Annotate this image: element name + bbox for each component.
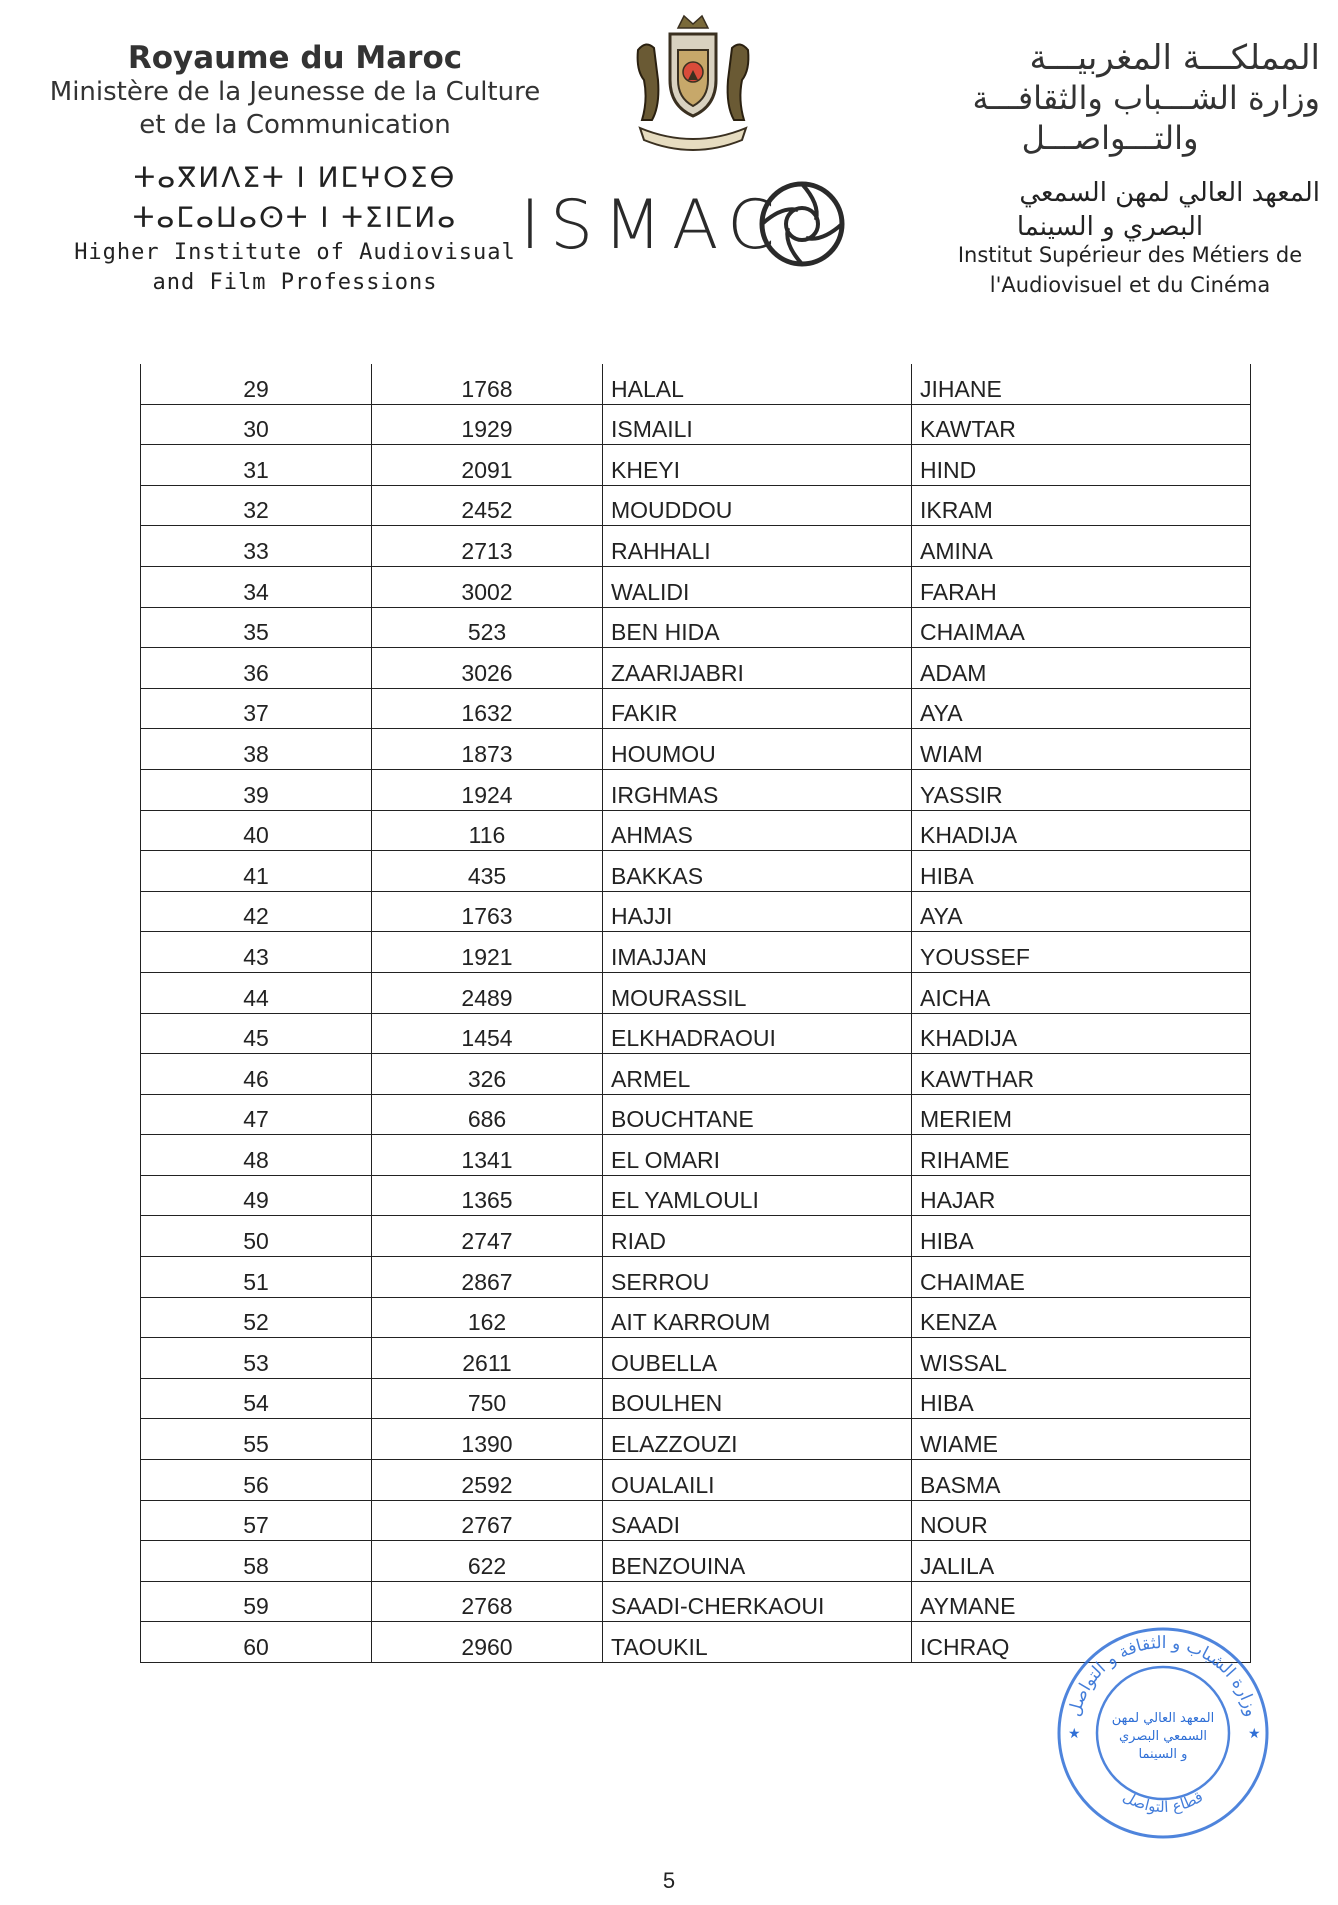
table-row xyxy=(141,1054,1251,1095)
table-row xyxy=(141,688,1251,729)
first-name-cell: CHAIMAA xyxy=(912,607,1251,648)
candidate-id-cell: 435 xyxy=(372,851,603,892)
rank-cell: 52 xyxy=(141,1297,372,1338)
institute-ar-line-2: البصري و السينما xyxy=(1016,212,1204,242)
candidate-id-cell: 1763 xyxy=(372,891,603,932)
header-left xyxy=(30,40,560,298)
candidate-id-cell: 1341 xyxy=(372,1135,603,1176)
kingdom-title-ar: المملكـــة المغربيـــة xyxy=(1029,38,1320,78)
results-table xyxy=(140,364,1251,1663)
last-name-cell: SAADI-CHERKAOUI xyxy=(603,1581,912,1622)
table-row xyxy=(141,404,1251,445)
rank-cell: 36 xyxy=(141,648,372,689)
candidate-id-cell: 2767 xyxy=(372,1500,603,1541)
table-row xyxy=(141,1175,1251,1216)
table-row xyxy=(141,729,1251,770)
last-name-cell: ARMEL xyxy=(603,1054,912,1095)
table-row xyxy=(141,1581,1251,1622)
page-number: 5 xyxy=(662,1868,676,1893)
table-row xyxy=(141,364,1251,404)
rank-cell: 39 xyxy=(141,769,372,810)
rank-cell: 54 xyxy=(141,1378,372,1419)
candidate-id-cell: 3002 xyxy=(372,566,603,607)
candidate-id-cell: 1390 xyxy=(372,1419,603,1460)
last-name-cell: HALAL xyxy=(603,364,912,404)
rank-cell: 46 xyxy=(141,1054,372,1095)
rank-cell: 35 xyxy=(141,607,372,648)
rank-cell: 33 xyxy=(141,526,372,567)
candidate-id-cell: 1632 xyxy=(372,688,603,729)
candidate-id-cell: 162 xyxy=(372,1297,603,1338)
first-name-cell: AYA xyxy=(912,891,1251,932)
last-name-cell: KHEYI xyxy=(603,445,912,486)
first-name-cell: KAWTAR xyxy=(912,404,1251,445)
first-name-cell: YOUSSEF xyxy=(912,932,1251,973)
candidate-id-cell: 1873 xyxy=(372,729,603,770)
first-name-cell: WIAM xyxy=(912,729,1251,770)
table-row xyxy=(141,972,1251,1013)
first-name-cell: HIBA xyxy=(912,851,1251,892)
candidate-id-cell: 2713 xyxy=(372,526,603,567)
candidate-id-cell: 622 xyxy=(372,1541,603,1582)
last-name-cell: SERROU xyxy=(603,1257,912,1298)
last-name-cell: MOURASSIL xyxy=(603,972,912,1013)
first-name-cell: HAJAR xyxy=(912,1175,1251,1216)
candidate-id-cell: 1924 xyxy=(372,769,603,810)
candidate-id-cell: 2611 xyxy=(372,1338,603,1379)
institute-en-line-2: and Film Professions xyxy=(152,270,438,295)
candidate-id-cell: 1365 xyxy=(372,1175,603,1216)
first-name-cell: ADAM xyxy=(912,648,1251,689)
first-name-cell: WISSAL xyxy=(912,1338,1251,1379)
last-name-cell: HAJJI xyxy=(603,891,912,932)
candidate-id-cell: 3026 xyxy=(372,648,603,689)
last-name-cell: BOULHEN xyxy=(603,1378,912,1419)
table-row xyxy=(141,1500,1251,1541)
table-row xyxy=(141,607,1251,648)
first-name-cell: JALILA xyxy=(912,1541,1251,1582)
tifinagh-line-1: ⵜⴰⴳⵍⴷⵉⵜ ⵏ ⵍⵎⵖⵔⵉⴱ xyxy=(133,161,457,194)
rank-cell: 30 xyxy=(141,404,372,445)
rank-cell: 29 xyxy=(141,364,372,404)
last-name-cell: IRGHMAS xyxy=(603,769,912,810)
rank-cell: 44 xyxy=(141,972,372,1013)
last-name-cell: IMAJJAN xyxy=(603,932,912,973)
first-name-cell: YASSIR xyxy=(912,769,1251,810)
svg-text:قطاع التواصل xyxy=(1120,1787,1206,1816)
candidate-id-cell: 523 xyxy=(372,607,603,648)
rank-cell: 47 xyxy=(141,1094,372,1135)
rank-cell: 49 xyxy=(141,1175,372,1216)
table-row xyxy=(141,769,1251,810)
last-name-cell: ELKHADRAOUI xyxy=(603,1013,912,1054)
candidate-id-cell: 2960 xyxy=(372,1622,603,1663)
ministry-line-ar: وزارة الشـــباب والثقافـــة xyxy=(972,79,1320,117)
first-name-cell: FARAH xyxy=(912,566,1251,607)
institute-ar-line-1: المعهد العالي لمهن السمعي xyxy=(1019,178,1320,208)
rank-cell: 45 xyxy=(141,1013,372,1054)
rank-cell: 51 xyxy=(141,1257,372,1298)
first-name-cell: BASMA xyxy=(912,1460,1251,1501)
first-name-cell: NOUR xyxy=(912,1500,1251,1541)
candidate-id-cell: 1921 xyxy=(372,932,603,973)
last-name-cell: RAHHALI xyxy=(603,526,912,567)
rank-cell: 40 xyxy=(141,810,372,851)
first-name-cell: HIND xyxy=(912,445,1251,486)
ministry-line-1: Ministère de la Jeunesse de la Culture xyxy=(49,77,541,107)
stamp-star-left-icon: ★ xyxy=(1068,1725,1081,1741)
last-name-cell: RIAD xyxy=(603,1216,912,1257)
rank-cell: 55 xyxy=(141,1419,372,1460)
candidate-id-cell: 2489 xyxy=(372,972,603,1013)
last-name-cell: ELAZZOUZI xyxy=(603,1419,912,1460)
ministry-line-2: et de la Communication xyxy=(139,110,451,140)
rank-cell: 48 xyxy=(141,1135,372,1176)
candidate-id-cell: 2452 xyxy=(372,485,603,526)
table-row xyxy=(141,566,1251,607)
last-name-cell: TAOUKIL xyxy=(603,1622,912,1663)
rank-cell: 38 xyxy=(141,729,372,770)
candidate-id-cell: 116 xyxy=(372,810,603,851)
candidate-id-cell: 2768 xyxy=(372,1581,603,1622)
institute-en-line-1: Higher Institute of Audiovisual xyxy=(74,240,516,265)
table-row xyxy=(141,1013,1251,1054)
rank-cell: 32 xyxy=(141,485,372,526)
candidate-id-cell: 750 xyxy=(372,1378,603,1419)
last-name-cell: OUBELLA xyxy=(603,1338,912,1379)
last-name-cell: BENZOUINA xyxy=(603,1541,912,1582)
stamp-star-right-icon: ★ xyxy=(1248,1725,1261,1741)
last-name-cell: BAKKAS xyxy=(603,851,912,892)
first-name-cell: WIAME xyxy=(912,1419,1251,1460)
first-name-cell: JIHANE xyxy=(912,364,1251,404)
rank-cell: 34 xyxy=(141,566,372,607)
rank-cell: 43 xyxy=(141,932,372,973)
candidate-id-cell: 2747 xyxy=(372,1216,603,1257)
last-name-cell: ISMAILI xyxy=(603,404,912,445)
rank-cell: 56 xyxy=(141,1460,372,1501)
first-name-cell: AYMANE xyxy=(912,1581,1251,1622)
rank-cell: 58 xyxy=(141,1541,372,1582)
last-name-cell: WALIDI xyxy=(603,566,912,607)
tifinagh-line-2: ⵜⴰⵎⴰⵡⴰⵙⵜ ⵏ ⵜⵉⵏⵎⵍⴰ xyxy=(132,201,458,234)
table-row xyxy=(141,1338,1251,1379)
rank-cell: 60 xyxy=(141,1622,372,1663)
candidate-id-cell: 1454 xyxy=(372,1013,603,1054)
candidate-id-cell: 2867 xyxy=(372,1257,603,1298)
rank-cell: 37 xyxy=(141,688,372,729)
first-name-cell: HIBA xyxy=(912,1378,1251,1419)
stamp-outer-text: وزارة الشباب و الثقافة و التواصل xyxy=(1064,1632,1262,1719)
rank-cell: 50 xyxy=(141,1216,372,1257)
candidate-id-cell: 1929 xyxy=(372,404,603,445)
rank-cell: 59 xyxy=(141,1581,372,1622)
candidate-id-cell: 2091 xyxy=(372,445,603,486)
last-name-cell: MOUDDOU xyxy=(603,485,912,526)
rank-cell: 53 xyxy=(141,1338,372,1379)
first-name-cell: KHADIJA xyxy=(912,810,1251,851)
ismac-wordmark: ISMAC xyxy=(520,186,785,265)
last-name-cell: OUALAILI xyxy=(603,1460,912,1501)
rank-cell: 31 xyxy=(141,445,372,486)
candidate-id-cell: 1768 xyxy=(372,364,603,404)
first-name-cell: RIHAME xyxy=(912,1135,1251,1176)
first-name-cell: KAWTHAR xyxy=(912,1054,1251,1095)
first-name-cell: HIBA xyxy=(912,1216,1251,1257)
rank-cell: 42 xyxy=(141,891,372,932)
stamp-inner-line-1: المعهد العالي لمهن xyxy=(1111,1711,1215,1726)
table-row xyxy=(141,810,1251,851)
first-name-cell: AICHA xyxy=(912,972,1251,1013)
table-row xyxy=(141,526,1251,567)
rank-cell: 57 xyxy=(141,1500,372,1541)
table-row xyxy=(141,1460,1251,1501)
candidate-id-cell: 2592 xyxy=(372,1460,603,1501)
table-row xyxy=(141,1216,1251,1257)
institute-fr xyxy=(930,240,1330,300)
table-row xyxy=(141,1419,1251,1460)
last-name-cell: EL YAMLOULI xyxy=(603,1175,912,1216)
stamp-bottom-text: قطاع التواصل xyxy=(1119,1787,1207,1817)
last-name-cell: ZAARIJABRI xyxy=(603,648,912,689)
first-name-cell: CHAIMAE xyxy=(912,1257,1251,1298)
aperture-icon xyxy=(758,180,846,268)
rank-cell: 41 xyxy=(141,851,372,892)
last-name-cell: EL OMARI xyxy=(603,1135,912,1176)
header-right xyxy=(900,38,1320,244)
kingdom-title: Royaume du Maroc xyxy=(127,40,463,76)
stamp-inner-line-2: السمعي البصري xyxy=(1118,1729,1208,1744)
table-row xyxy=(141,1094,1251,1135)
first-name-cell: KHADIJA xyxy=(912,1013,1251,1054)
table-row xyxy=(141,932,1251,973)
last-name-cell: BOUCHTANE xyxy=(603,1094,912,1135)
table-row xyxy=(141,1257,1251,1298)
table-row xyxy=(141,485,1251,526)
institute-fr-line-2: l'Audiovisuel et du Cinéma xyxy=(989,273,1271,297)
table-row xyxy=(141,1541,1251,1582)
first-name-cell: AYA xyxy=(912,688,1251,729)
candidate-id-cell: 326 xyxy=(372,1054,603,1095)
last-name-cell: SAADI xyxy=(603,1500,912,1541)
candidate-id-cell: 686 xyxy=(372,1094,603,1135)
table-row xyxy=(141,1378,1251,1419)
table-row xyxy=(141,851,1251,892)
last-name-cell: BEN HIDA xyxy=(603,607,912,648)
institute-fr-line-1: Institut Supérieur des Métiers de xyxy=(957,243,1303,267)
last-name-cell: HOUMOU xyxy=(603,729,912,770)
last-name-cell: FAKIR xyxy=(603,688,912,729)
first-name-cell: AMINA xyxy=(912,526,1251,567)
svg-text:وزارة الشباب و الثقافة و التوا xyxy=(1065,1633,1262,1719)
table-row xyxy=(141,445,1251,486)
ismac-logo xyxy=(520,180,850,270)
first-name-cell: KENZA xyxy=(912,1297,1251,1338)
first-name-cell: MERIEM xyxy=(912,1094,1251,1135)
ministry-line-ar-2: والتـــواصـــل xyxy=(1021,119,1199,157)
first-name-cell: ICHRAQ xyxy=(912,1622,1251,1663)
table-row xyxy=(141,1135,1251,1176)
first-name-cell: IKRAM xyxy=(912,485,1251,526)
last-name-cell: AHMAS xyxy=(603,810,912,851)
coat-of-arms-emblem xyxy=(618,10,768,160)
table-row xyxy=(141,891,1251,932)
official-stamp xyxy=(1052,1622,1274,1844)
last-name-cell: AIT KARROUM xyxy=(603,1297,912,1338)
table-row xyxy=(141,648,1251,689)
stamp-inner-line-3: و السينما xyxy=(1138,1747,1188,1762)
table-row xyxy=(141,1297,1251,1338)
